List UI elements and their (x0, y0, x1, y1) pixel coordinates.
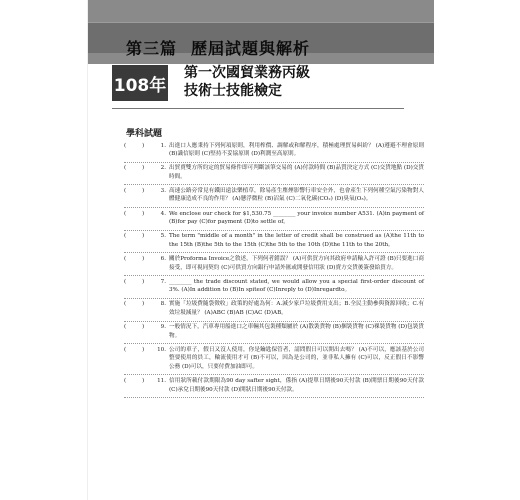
exam-title-line1: 第一次國貿業務丙級 (184, 65, 310, 81)
answer-blank: ( ) (124, 165, 152, 172)
question-item (124, 253, 424, 276)
question-text: We enclose our check for $1,530.75 ________ your invoice number A531. (A)in payment of (B)for pay (C)for payment (D)to settle of。 (169, 210, 424, 226)
answer-blank: ( ) (124, 233, 152, 240)
answer-blank: ( ) (124, 210, 152, 217)
question-number: 11. (157, 377, 166, 384)
question-number: 7. (160, 278, 166, 285)
question-text: 出貿賣雙方所約定的貿易條件即可判斷該筆交易的 (A)付款時間 (B)品質決定方式 (C)交貨地點 (D)交貨時間。 (169, 165, 424, 180)
question-text: 高速公路旁常見有鐵田遠法樂植草，除易產生塵煙影響行車安全外，也會產生下列何種空氣污染物對人體健康造成不良的作用？ (A)懸浮微粒 (B)沼氣 (C)二氧化碳(CO₂) (D)臭氧(O₃)。 (169, 187, 424, 203)
answer-blank: ( ) (124, 324, 152, 330)
answer-blank: ( ) (124, 142, 152, 149)
answer-blank: ( ) (124, 187, 152, 194)
question-text: 公司的車子，假日又沒人使用，你是鑰匙保管者，請問假日可以開出去嗎？ (A)不可以，應該基於公司整要使用的員工，輪流使用才可 (B)不可以，因為是公司的，並非私人擁有 (C)可以，反正假日不影響公務 (D)可以，只要付費加油即可。 (169, 346, 424, 370)
question-item (124, 208, 424, 231)
year-badge: 108年 (112, 65, 168, 101)
question-text: ________ the trade discount stated, we would allow you a special first-order discount of 3%. (A)In addition to (B)In spiteof (C)Inreply to (D)Inregardto。 (169, 278, 424, 294)
question-item (124, 344, 424, 375)
question-number: 1. (160, 142, 166, 149)
answer-blank: ( ) (124, 278, 152, 285)
question-text: 實施「垃圾費隨袋徵收」政策的好處為何：A.減少家戶垃圾費用支出；B.全民主動參與資源回收；C.有效垃圾減量？ (A)ABC (B)AB (C)AC (D)AB。 (169, 301, 424, 316)
question-text: 一般情況下，汽車專用船進口之車輛其包裝種類屬於 (A)散裝貨物 (B)捆裝貨物 (C)裸裝貨物 (D)包裝貨物。 (169, 324, 424, 339)
answer-blank: ( ) (124, 346, 152, 353)
exam-title-line2: 技術士技能檢定 (184, 83, 282, 99)
question-number: 6. (160, 255, 166, 262)
question-number: 3. (160, 187, 166, 194)
question-item (124, 185, 424, 208)
question-number: 5. (160, 233, 166, 240)
question-item (124, 231, 424, 254)
chapter-heading (126, 36, 310, 59)
question-number: 4. (160, 210, 166, 217)
question-text: The term "middle of a month" in the letter of credit shall be construed as (A)the 11th to the 15th (B)the 5th to the 15th (C)the 5th to the 10th (D)the 11th to the 20th。 (169, 233, 424, 248)
question-item (124, 322, 424, 345)
question-number: 2. (160, 165, 166, 172)
question-number: 8. (160, 301, 166, 308)
question-number: 10. (157, 346, 166, 353)
question-list (124, 140, 424, 398)
header-divider (112, 108, 404, 109)
question-item (124, 140, 424, 163)
answer-blank: ( ) (124, 301, 152, 308)
chapter-title: 歷屆試題與解析 (191, 39, 311, 58)
question-item (124, 163, 424, 186)
question-text: 信用狀所載付款期限為90 day safter sight，係指 (A)提單日期後90天付款 (B)開票日期後90天付款 (C)承兌日期後90天付款 (D)開狀日期後90天付款。 (169, 377, 424, 393)
chapter-number: 第三篇 (126, 39, 178, 58)
document-page (88, 0, 434, 500)
question-item (124, 375, 424, 398)
section-label: 學科試題 (126, 129, 163, 139)
question-item (124, 299, 424, 322)
answer-blank: ( ) (124, 377, 152, 384)
question-number: 9. (160, 324, 166, 330)
question-text: 出進口人應秉持下列何項原則，利用榨價、調解或和解程序，積極處理貿易糾紛？ (A)遵避不理會原則 (B)識信原則 (C)堅持不妥協原則 (D)利潤至高原則。 (169, 142, 424, 158)
answer-blank: ( ) (124, 255, 152, 262)
question-text: 關於Proforma Invoice之敘述，下列何者錯誤？ (A)可供買方向其政府申請輸入許可證 (B)只要進口商接受，即可視同契約 (C)可供買方向銀行申請外匯或開發信用狀 (D)賣方交貨後簽發給買方。 (169, 255, 424, 271)
question-item (124, 276, 424, 299)
exam-title (184, 64, 310, 100)
